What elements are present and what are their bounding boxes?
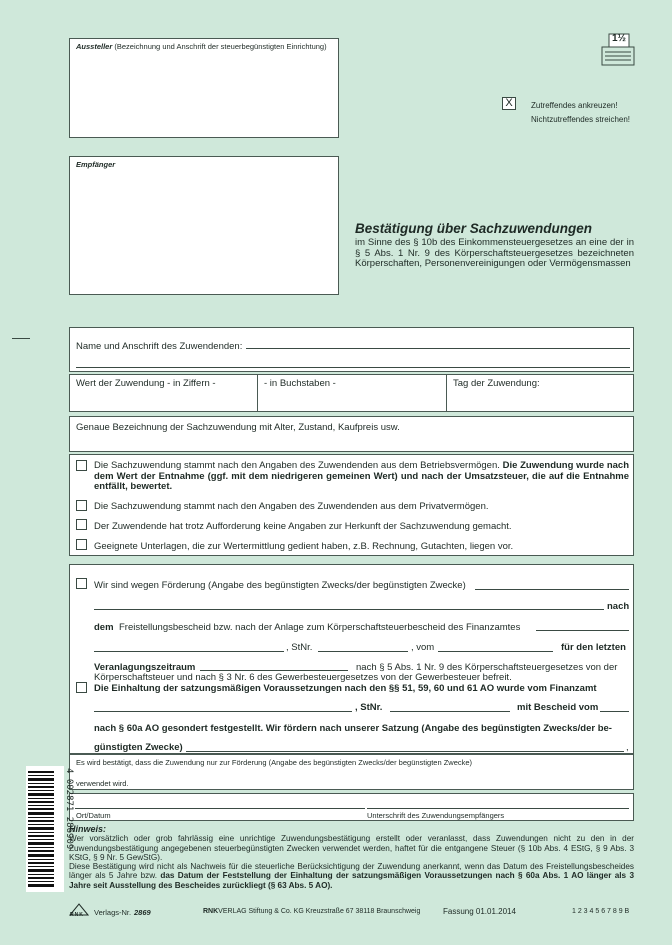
purpose-nach: nach (607, 601, 630, 612)
donation-date-label: Tag der Zuwendung: (453, 378, 540, 389)
stnr2-field[interactable] (390, 711, 510, 712)
barcode-bars-icon (28, 769, 54, 889)
stnr-label: , StNr. (286, 642, 313, 653)
barcode (26, 766, 74, 892)
documents-text: Geeignete Unterlagen, die zur Wertermittlung gedient haben, z.B. Rechnung, Gutachten, liegen vor. (94, 541, 514, 552)
print-digits: 1 2 3 4 5 6 7 8 9 B (572, 908, 630, 915)
place-date-label: Ort/Datum (76, 811, 111, 820)
signature-box (69, 793, 634, 821)
issuer-label: (Bezeichnung und Anschrift der steuerbegünstigten Einrichtung) (112, 42, 327, 51)
page-subtitle: im Sinne des § 10b des Einkommensteuergesetzes an eine der in § 5 Abs. 1 Nr. 9 des Körperschaftsteuergesetzes bezeichneten Körperschaften, Personenvereinigungen oder Vermögensmassen (355, 237, 634, 269)
donor-label: Name und Anschrift des Zuwendenden: (76, 341, 243, 352)
vom-label: , vom (411, 642, 435, 653)
place-date-field[interactable] (75, 808, 365, 809)
value-letters-label: - in Buchstaben - (264, 378, 336, 389)
logo-text: 1½ (612, 33, 626, 44)
donor-box[interactable] (69, 327, 634, 372)
origin-business-text (94, 461, 629, 493)
verlag-nr: 2869 (134, 908, 151, 917)
statutes-text-3: günstigten Zwecke) (94, 742, 183, 753)
purpose-dem: dem (94, 622, 114, 633)
origin-business-checkbox[interactable] (76, 460, 87, 471)
form-version: Fassung 01.01.2014 (443, 907, 516, 916)
vom-field[interactable] (438, 651, 553, 652)
donation-date-cell[interactable] (447, 375, 633, 411)
tax-office-field[interactable] (536, 630, 629, 631)
purpose-line1-field[interactable] (475, 589, 629, 590)
statutes-text: Die Einhaltung der satzungsmäßigen Voraussetzungen nach den §§ 51, 59, 60 und 61 AO wurde vom Finanzamt (94, 683, 597, 694)
value-digits-cell[interactable] (70, 375, 258, 411)
value-row (69, 374, 634, 412)
origin-business-bold: Die Zuwendung wurde nach dem Wert der Entnahme (ggf. mit dem niedrigeren gemeinen Wert) und nach der Umsatzsteuer, die auf die Entnahme entfällt, bewertet. (94, 460, 629, 492)
confirm-line1: Es wird bestätigt, dass die Zuwendung nur zur Förderung (Angabe des begünstigten Zwecks/der begünstigten Zwecke) (76, 758, 473, 767)
publisher-bold: RNK (203, 908, 219, 915)
footer (69, 903, 635, 921)
documents-checkbox[interactable] (76, 539, 87, 550)
statutes-purpose-field[interactable] (186, 751, 624, 752)
stnr-field[interactable] (318, 651, 408, 652)
verlag-label: Verlags-Nr. (94, 908, 132, 917)
donor-line-2[interactable] (76, 367, 630, 368)
purpose-box (69, 564, 634, 754)
barcode-number: 4 002871 286909 (64, 768, 74, 850)
hint-title: Hinweis: (69, 824, 107, 834)
statutes-checkbox[interactable] (76, 682, 87, 693)
donor-line-1[interactable] (246, 348, 630, 349)
hint-paragraph-2 (69, 862, 634, 890)
publisher-line (203, 908, 420, 915)
signature-label: Unterschrift des Zuwendungsempfängers (367, 811, 505, 820)
fold-mark (12, 338, 30, 339)
confirm-line2: verwendet wird. (76, 779, 129, 788)
origin-business-normal: Die Sachzuwendung stammt nach den Angaben des Zuwendenden aus dem Betriebsvermögen. (94, 460, 503, 471)
tax-office-field-2[interactable] (94, 651, 284, 652)
bescheid-field[interactable] (600, 711, 629, 712)
page-title: Bestätigung über Sachzuwendungen (355, 221, 593, 236)
hint-p2-normal: Diese Bestätigung wird nicht als Nachweis für die steuerliche Berücksichtigung der Zuwendung anerkannt, wenn das Datum des Freistellungsbescheides länger als 5 Jahre bzw. (69, 862, 634, 881)
description-box[interactable] (69, 416, 634, 452)
bescheid-label: mit Bescheid vom (517, 702, 599, 713)
tax-exempt-checkbox[interactable] (76, 578, 87, 589)
statutes-tax-office-field[interactable] (94, 711, 352, 712)
value-letters-cell[interactable] (258, 375, 447, 411)
stnr2-label: , StNr. (355, 702, 383, 713)
rnk-logo-text: RNK (70, 912, 84, 918)
purpose-line1: Wir sind wegen Förderung (Angabe des begünstigten Zwecks/der begünstigten Zwecke) (94, 580, 466, 591)
origin-box (69, 454, 634, 556)
origin-unknown-checkbox[interactable] (76, 519, 87, 530)
statutes-comma: , (626, 742, 629, 753)
paragraph-text-2: Körperschaftsteuer und nach § 3 Nr. 6 des Gewerbesteuergesetzes von der Gewerbesteuer befreit. (94, 672, 512, 683)
value-digits-label: Wert der Zuwendung - in Ziffern - (76, 378, 216, 389)
recipient-box[interactable] (69, 156, 339, 295)
paragraph-text: nach § 5 Abs. 1 Nr. 9 des Körperschaftsteuergesetzes von der (356, 662, 618, 673)
hint-p2-bold: das Datum der Feststellung der Einhaltung der satzungsmäßigen Voraussetzungen nach § 60a Abs. 1 AO länger als 3 Jahre seit Ausstellung des Bescheides zurückliegt (§ 63 Abs. 5 AO). (69, 871, 634, 890)
hint-block (69, 825, 634, 890)
origin-private-text: Die Sachzuwendung stammt nach den Angaben des Zuwendenden aus dem Privatvermögen. (94, 501, 489, 512)
purpose-line2-field[interactable] (94, 609, 604, 610)
purpose-line3: Freistellungsbescheid bzw. nach der Anlage zum Körperschaftsteuerbescheid des Finanzamtes (119, 622, 521, 633)
form-logo-icon (599, 33, 637, 67)
origin-unknown-text: Der Zuwendende hat trotz Aufforderung keine Angaben zur Herkunft der Sachzuwendung gemacht. (94, 521, 512, 532)
hint-paragraph-1: Wer vorsätzlich oder grob fahrlässig eine unrichtige Zuwendungsbestätigung erstellt oder veranlasst, dass Zuwendungen nicht zu den in der Zuwendungsbestätigung angegebenen steuerbegünstigten Zwecken verwendet werden, haftet für die entgangene Steuer (§ 10b Abs. 4 EStG, § 9 Abs. 3 KStG, § 9 Nr. 5 GewStG). (69, 834, 634, 862)
publisher-text: VERLAG Stiftung & Co. KG Kreuzstraße 67 38118 Braunschweig (218, 908, 421, 915)
legend-line1: Zutreffendes ankreuzen! (531, 101, 618, 110)
letzten-label: für den letzten (561, 642, 626, 653)
legend-checkbox-example: X (502, 97, 516, 110)
legend-line2: Nichtzutreffendes streichen! (531, 115, 631, 124)
signature-field[interactable] (367, 808, 629, 809)
recipient-label: Empfänger (76, 160, 116, 169)
confirm-box (69, 754, 634, 790)
issuer-label-bold: Aussteller (76, 42, 113, 51)
origin-private-checkbox[interactable] (76, 500, 87, 511)
issuer-box[interactable] (69, 38, 339, 138)
statutes-text-2: nach § 60a AO gesondert festgestellt. Wir fördern nach unserer Satzung (Angabe des begünstigten Zwecks/der be- (94, 723, 612, 734)
veranlagung-field[interactable] (200, 670, 348, 671)
veranlagung-label: Veranlagungszeitraum (94, 662, 196, 673)
description-label: Genaue Bezeichnung der Sachzuwendung mit Alter, Zustand, Kaufpreis usw. (76, 422, 400, 433)
